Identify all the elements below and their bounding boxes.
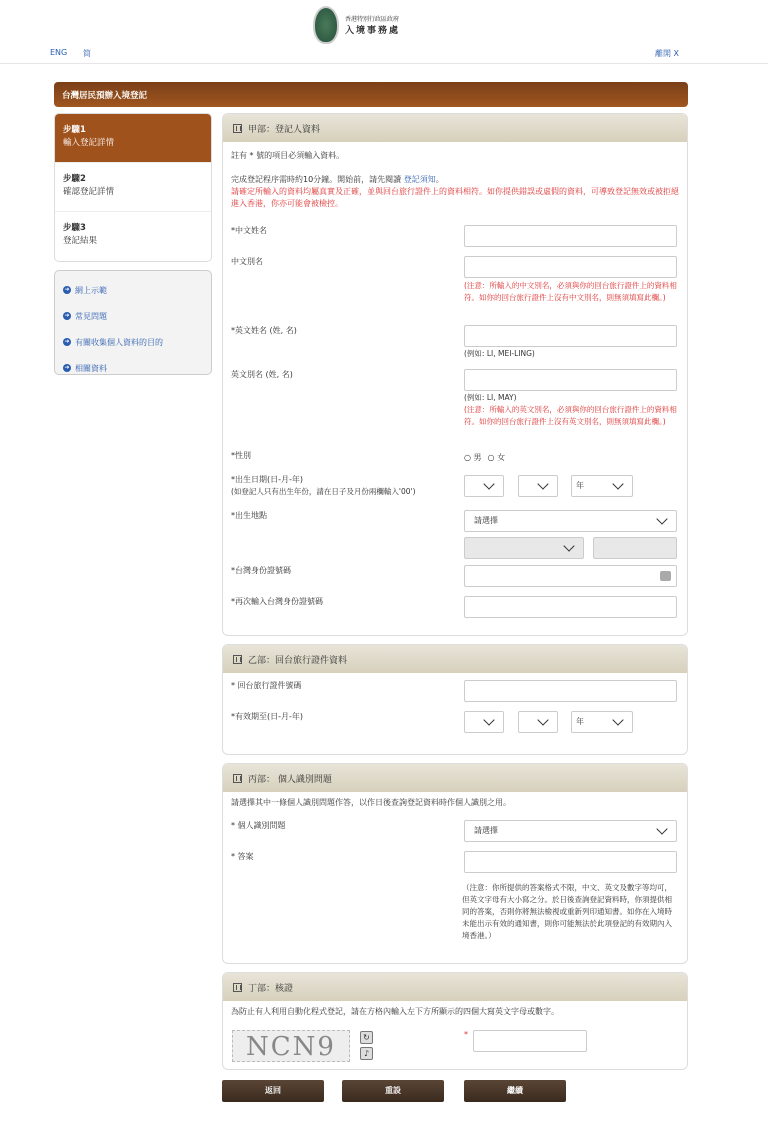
link-faq[interactable] — [63, 303, 203, 329]
registration-notes-link[interactable]: 登記須知 — [403, 175, 436, 184]
english-alias-label: 英文別名 (姓, 名) — [231, 370, 293, 379]
male-label: 男 — [473, 453, 482, 462]
link-privacy[interactable] — [63, 329, 203, 355]
link-label: 有關收集個人資料的目的 — [75, 337, 163, 347]
dob-day-select[interactable] — [464, 475, 504, 497]
intro — [231, 174, 681, 186]
book-icon — [233, 124, 242, 133]
lang-eng-link[interactable]: ENG — [50, 48, 68, 57]
chevron-down-icon — [483, 714, 494, 725]
expiry-month-select[interactable] — [518, 711, 558, 733]
chevron-down-icon — [563, 540, 574, 551]
logo-line2: 入境事務處 — [345, 26, 401, 36]
travel-doc-input[interactable] — [464, 680, 677, 702]
section-title: 甲部：登記人資料 — [248, 124, 321, 135]
chinese-alias-input[interactable] — [464, 256, 677, 278]
chevron-down-icon — [537, 478, 548, 489]
question-select-placeholder: 請選擇 — [474, 826, 498, 835]
section-a-header — [223, 114, 687, 142]
id-number-input[interactable] — [464, 565, 677, 587]
english-name-label: *英文姓名 (姓, 名) — [231, 326, 297, 335]
links-panel — [54, 270, 212, 375]
answer-input[interactable] — [464, 851, 677, 873]
arrow-circle-icon: ➜ — [64, 312, 70, 319]
english-alias-note: (注意：所輸入的英文別名，必須與你的回台旅行證件上的資料相符。如你的回台旅行證件上沒有英文別名，則無須填寫此欄。) — [464, 405, 677, 426]
continue-button[interactable]: 繼續 — [464, 1080, 566, 1102]
chinese-alias-label: 中文別名 — [231, 257, 263, 266]
lang-simplified-link[interactable]: 简 — [83, 49, 91, 58]
gender-female-radio[interactable]: ○ 女 — [487, 453, 506, 462]
exit-link[interactable]: 離開 X — [655, 49, 680, 58]
link-demo[interactable] — [63, 277, 203, 303]
english-name-example: (例如: LI, MEI-LING) — [464, 349, 535, 358]
page-title: 台灣居民預辦入境登記 — [54, 82, 688, 107]
chinese-name-input[interactable] — [464, 225, 677, 247]
chevron-down-icon — [612, 478, 623, 489]
step-label: 輸入登記詳情 — [63, 138, 115, 148]
chevron-down-icon — [656, 823, 667, 834]
logo — [313, 4, 423, 46]
dob-note: (如登記人只有出生年份，請在日子及月份兩欄輸入'00') — [231, 487, 416, 496]
link-label: 常見問題 — [75, 311, 107, 321]
header-divider — [0, 63, 768, 64]
section-title: 丁部：核證 — [248, 983, 294, 994]
year-placeholder: 年 — [576, 481, 584, 490]
step-label: 確認登記詳情 — [63, 187, 115, 197]
section-title: 丙部： 個人識別問題 — [248, 774, 332, 785]
step-num: 步驟3 — [63, 223, 86, 233]
birthplace-other-input[interactable] — [593, 537, 677, 559]
book-icon — [233, 983, 242, 992]
expiry-day-select[interactable] — [464, 711, 504, 733]
arrow-circle-icon: ➜ — [64, 286, 70, 293]
question-select[interactable] — [464, 820, 677, 842]
captcha-input[interactable] — [473, 1030, 587, 1052]
english-alias-input[interactable] — [464, 369, 677, 391]
gender-radios — [464, 452, 505, 464]
dob-month-select[interactable] — [518, 475, 558, 497]
link-related[interactable] — [63, 355, 203, 381]
book-icon — [233, 655, 242, 664]
captcha-image: NCN9 — [232, 1030, 350, 1062]
select-placeholder: 請選擇 — [474, 516, 498, 525]
section-c-header — [223, 764, 687, 792]
arrow-circle-icon: ➜ — [64, 338, 70, 345]
reset-button[interactable]: 重設 — [342, 1080, 444, 1102]
chevron-down-icon — [656, 513, 667, 524]
step-1 — [55, 114, 211, 163]
step-3 — [55, 212, 211, 261]
required-note: 註有 * 號的項目必須輸入資料。 — [231, 151, 345, 160]
step-2 — [55, 163, 211, 212]
arrow-circle-icon: ➜ — [64, 364, 70, 371]
book-icon — [233, 774, 242, 783]
question-label: * 個人識別問題 — [231, 821, 286, 830]
steps-panel — [54, 113, 212, 262]
id-number-again-label: *再次輸入台灣身份證號碼 — [231, 597, 323, 606]
step-num: 步驟2 — [63, 174, 86, 184]
section-title: 乙部：回台旅行證件資料 — [248, 655, 348, 666]
id-number-label: *台灣身份證號碼 — [231, 566, 291, 575]
english-alias-example: (例如: LI, MAY) — [464, 393, 517, 402]
section-c-intro: 請選擇其中一條個人識別問題作答，以作日後查詢登記資料時作個人識別之用。 — [231, 798, 511, 807]
section-d-header — [223, 973, 687, 1001]
link-label: 相關資料 — [75, 363, 107, 373]
birthplace-sub-select[interactable] — [464, 537, 584, 559]
chinese-name-label: *中文姓名 — [231, 226, 267, 235]
audio-captcha-icon[interactable]: ♪ — [360, 1047, 373, 1060]
intro-text: 完成登記程序需時約10分鐘。開始前，請先閱讀 — [231, 175, 402, 184]
keyboard-icon[interactable] — [660, 571, 671, 581]
female-label: 女 — [497, 453, 506, 462]
id-number-again-input[interactable] — [464, 596, 677, 618]
chinese-alias-note: (注意：所輸入的中文別名，必須與你的回台旅行證件上的資料相符。如你的回台旅行證件上沒有中文別名，則無須填寫此欄。) — [464, 281, 677, 302]
english-name-input[interactable] — [464, 325, 677, 347]
answer-label: * 答案 — [231, 852, 254, 861]
refresh-captcha-icon[interactable]: ↻ — [360, 1031, 373, 1044]
dob-label: *出生日期(日-月-年) — [231, 475, 304, 484]
warning: 請確定所輸入的資料均屬真實及正確，並與回台旅行證件上的資料相符。如你提供錯誤或虛假的資料，可導致登記無效或被拒絕進入香港，你亦可能會被檢控。 — [231, 187, 679, 208]
section-b-header — [223, 645, 687, 673]
step-label: 登記結果 — [63, 236, 98, 246]
dob-year-select[interactable] — [571, 475, 633, 497]
gender-label: *性別 — [231, 451, 251, 460]
chevron-down-icon — [537, 714, 548, 725]
answer-note: （注意：你所提供的答案格式不限，中文、英文及數字等均可，但英文字母有大小寫之分。於日後查詢登記資料時，你須提供相同的答案，否則你將無法檢視或重新列印通知書。如你在入境時未能出示有效的通知書，則你可能無法於此項登記的有效期內入境香港。） — [462, 883, 672, 940]
intro-end: 。 — [435, 175, 444, 184]
chevron-down-icon — [483, 478, 494, 489]
emblem-icon — [313, 6, 339, 44]
step-num: 步驟1 — [63, 125, 86, 135]
travel-doc-label: * 回台旅行證件號碼 — [231, 681, 302, 690]
birthplace-label: *出生地點 — [231, 511, 267, 520]
expiry-label: *有效期至(日-月-年) — [231, 712, 304, 721]
birthplace-select[interactable] — [464, 510, 677, 532]
year-placeholder: 年 — [576, 717, 584, 726]
logo-line1: 香港特別行政區政府 — [345, 16, 400, 23]
expiry-year-select[interactable] — [571, 711, 633, 733]
captcha-instructions: 為防止有人利用自動化程式登記，請在方格內輸入左下方所顯示的四個大寫英文字母或數字。 — [231, 1007, 559, 1016]
required-asterisk: * — [464, 1030, 468, 1039]
chevron-down-icon — [612, 714, 623, 725]
back-button[interactable]: 返回 — [222, 1080, 324, 1102]
gender-male-radio[interactable]: ○ 男 — [464, 453, 482, 462]
link-label: 網上示範 — [75, 285, 107, 295]
